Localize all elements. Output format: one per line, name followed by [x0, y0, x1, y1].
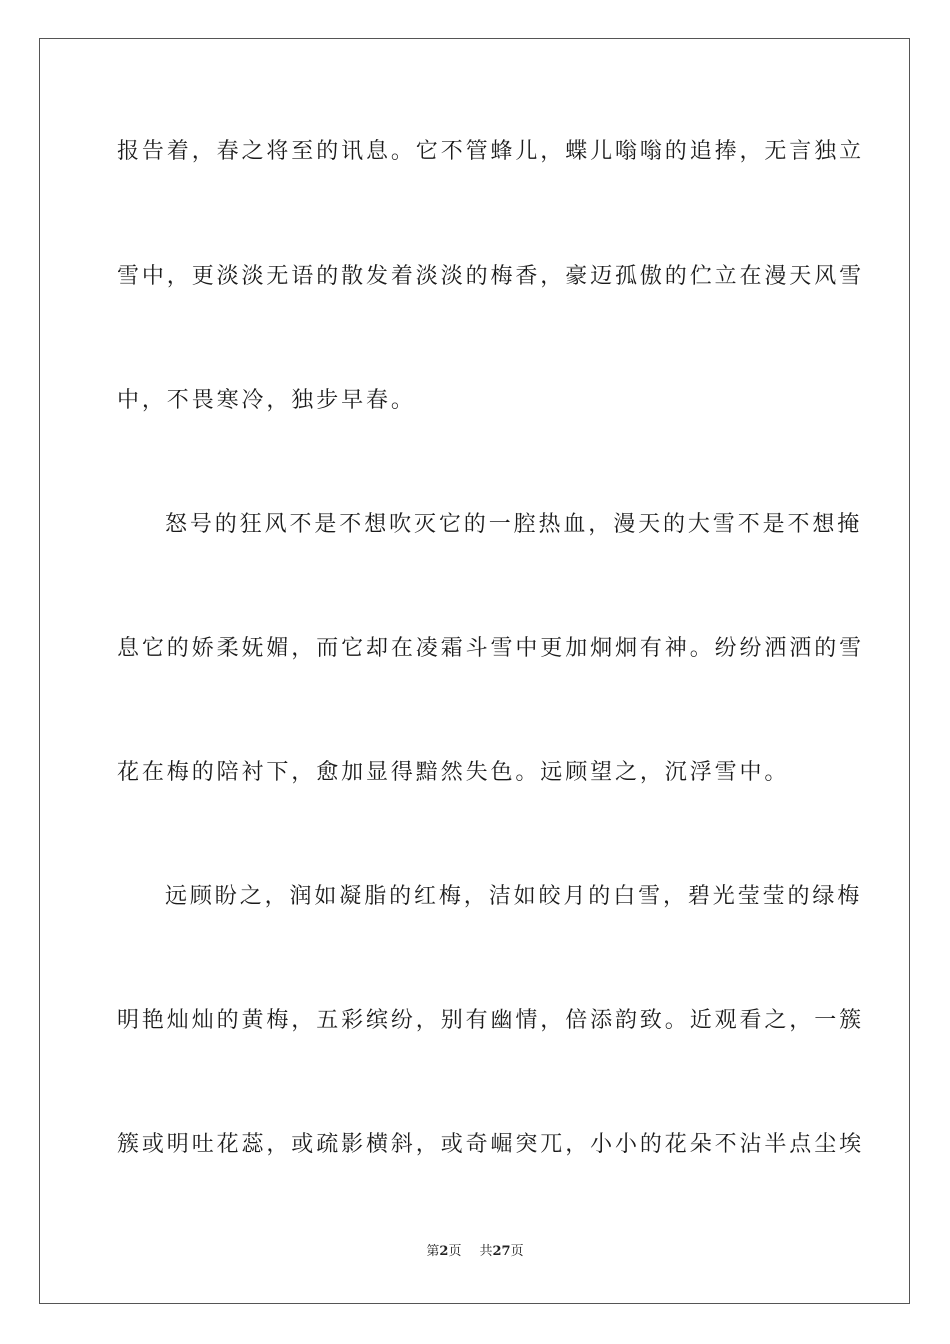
total-pages: 27: [492, 1244, 511, 1259]
page-footer: [0, 1243, 950, 1261]
body-text-line-9: 簇或明吐花蕊，或疏影横斜，或奇崛突兀，小小的花朵不沾半点尘埃: [117, 1132, 865, 1157]
body-text-line-2: 雪中，更淡淡无语的散发着淡淡的梅香，豪迈孤傲的伫立在漫天风雪: [117, 264, 865, 289]
body-text-line-7: 远顾盼之，润如凝脂的红梅，洁如皎月的白雪，碧光莹莹的绿梅: [165, 884, 863, 909]
body-text-line-6: 花在梅的陪衬下，愈加显得黯然失色。远顾望之，沉浮雪中。: [117, 760, 790, 785]
page-prefix: 第: [426, 1244, 440, 1259]
body-text-line-1: 报告着，春之将至的讯息。它不管蜂儿，蝶儿嗡嗡的追捧，无言独立: [117, 139, 865, 164]
page-border: [39, 38, 910, 1304]
body-text-line-4: 怒号的狂风不是不想吹灭它的一腔热血，漫天的大雪不是不想掩: [165, 512, 863, 537]
page-suffix: 页: [448, 1244, 462, 1259]
body-text-line-5: 息它的娇柔妩媚，而它却在凌霜斗雪中更加炯炯有神。纷纷洒洒的雪: [117, 636, 865, 661]
page-number: 2: [439, 1244, 449, 1259]
total-suffix: 页: [510, 1244, 524, 1259]
body-text-line-8: 明艳灿灿的黄梅，五彩缤纷，别有幽情，倍添韵致。近观看之，一簇: [117, 1008, 865, 1033]
total-prefix: 共: [479, 1244, 493, 1259]
body-text-line-3: 中，不畏寒冷，独步早春。: [117, 388, 416, 413]
